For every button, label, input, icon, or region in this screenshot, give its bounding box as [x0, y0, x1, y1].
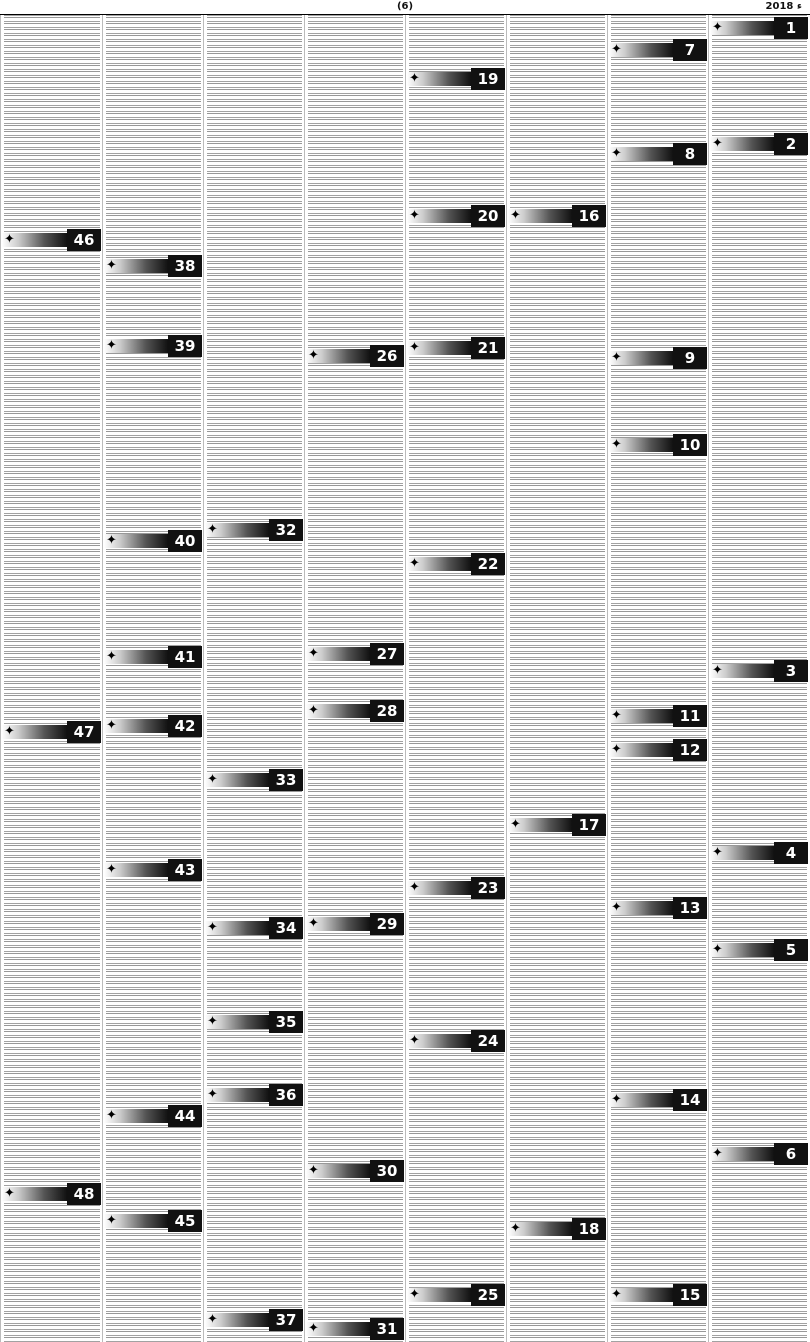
bird-icon: ✦ [510, 817, 521, 832]
section-header-7 [609, 39, 707, 61]
section-header-9 [609, 347, 707, 369]
bird-icon: ✦ [611, 350, 622, 365]
section-header-27 [306, 643, 404, 665]
section-header-18 [508, 1218, 606, 1240]
bird-icon: ✦ [106, 649, 117, 664]
section-header-29 [306, 913, 404, 935]
section-number: 35 [269, 1011, 303, 1033]
section-header-25 [407, 1284, 505, 1306]
section-number: 37 [269, 1309, 303, 1331]
bird-icon: ✦ [308, 703, 319, 718]
section-number: 11 [673, 705, 707, 727]
section-header-2 [710, 133, 808, 155]
bird-icon: ✦ [4, 1186, 15, 1201]
section-number: 2 [774, 133, 808, 155]
section-number: 41 [168, 646, 202, 668]
section-number: 29 [370, 913, 404, 935]
column-2 [607, 15, 709, 1342]
section-number: 12 [673, 739, 707, 761]
section-number: 36 [269, 1084, 303, 1106]
section-header-30 [306, 1160, 404, 1182]
bird-icon: ✦ [308, 1321, 319, 1336]
bird-icon: ✦ [712, 136, 723, 151]
section-header-14 [609, 1089, 707, 1111]
section-header-24 [407, 1030, 505, 1052]
bird-icon: ✦ [611, 1092, 622, 1107]
bird-icon: ✦ [409, 340, 420, 355]
section-number: 32 [269, 519, 303, 541]
section-number: 19 [471, 68, 505, 90]
bird-icon: ✦ [207, 1087, 218, 1102]
section-header-38 [104, 255, 202, 277]
bird-icon: ✦ [712, 663, 723, 678]
section-header-47 [2, 721, 101, 743]
section-number: 21 [471, 337, 505, 359]
section-header-28 [306, 700, 404, 722]
bird-icon: ✦ [106, 1108, 117, 1123]
section-header-32 [205, 519, 303, 541]
bird-icon: ✦ [510, 208, 521, 223]
section-header-45 [104, 1210, 202, 1232]
bird-icon: ✦ [207, 1312, 218, 1327]
section-number: 5 [774, 939, 808, 961]
section-number: 24 [471, 1030, 505, 1052]
bird-icon: ✦ [409, 880, 420, 895]
bird-icon: ✦ [207, 1014, 218, 1029]
section-header-3 [710, 660, 808, 682]
column-5 [304, 15, 406, 1342]
section-header-4 [710, 842, 808, 864]
bird-icon: ✦ [106, 1213, 117, 1228]
section-header-23 [407, 877, 505, 899]
section-number: 26 [370, 345, 404, 367]
section-header-42 [104, 715, 202, 737]
bird-icon: ✦ [409, 71, 420, 86]
bird-icon: ✦ [611, 1287, 622, 1302]
bird-icon: ✦ [712, 20, 723, 35]
bird-icon: ✦ [207, 920, 218, 935]
bird-icon: ✦ [611, 146, 622, 161]
section-number: 39 [168, 335, 202, 357]
section-number: 42 [168, 715, 202, 737]
bird-icon: ✦ [308, 1163, 319, 1178]
section-number: 1 [774, 17, 808, 39]
section-number: 45 [168, 1210, 202, 1232]
section-header-33 [205, 769, 303, 791]
section-header-6 [710, 1143, 808, 1165]
section-header-1 [710, 17, 808, 39]
section-number: 40 [168, 530, 202, 552]
masthead [0, 0, 810, 15]
bird-icon: ✦ [611, 437, 622, 452]
section-number: 10 [673, 434, 707, 456]
section-number: 4 [774, 842, 808, 864]
bird-icon: ✦ [611, 900, 622, 915]
bird-icon: ✦ [4, 232, 15, 247]
bird-icon: ✦ [611, 708, 622, 723]
section-number: 44 [168, 1105, 202, 1127]
section-number: 27 [370, 643, 404, 665]
section-number: 13 [673, 897, 707, 919]
section-number: 47 [67, 721, 101, 743]
bird-icon: ✦ [409, 556, 420, 571]
section-number: 34 [269, 917, 303, 939]
section-number: 28 [370, 700, 404, 722]
section-number: 25 [471, 1284, 505, 1306]
bird-icon: ✦ [207, 522, 218, 537]
bird-icon: ✦ [308, 646, 319, 661]
section-header-31 [306, 1318, 404, 1340]
section-header-44 [104, 1105, 202, 1127]
section-number: 48 [67, 1183, 101, 1205]
section-header-34 [205, 917, 303, 939]
section-header-20 [407, 205, 505, 227]
bird-icon: ✦ [106, 258, 117, 273]
section-number: 3 [774, 660, 808, 682]
section-header-39 [104, 335, 202, 357]
section-header-41 [104, 646, 202, 668]
bird-icon: ✦ [611, 742, 622, 757]
column-7 [102, 15, 204, 1342]
bird-icon: ✦ [308, 916, 319, 931]
bird-icon: ✦ [712, 845, 723, 860]
bird-icon: ✦ [712, 942, 723, 957]
bird-icon: ✦ [409, 208, 420, 223]
section-header-5 [710, 939, 808, 961]
section-header-11 [609, 705, 707, 727]
bird-icon: ✦ [712, 1146, 723, 1161]
section-number: 31 [370, 1318, 404, 1340]
bird-icon: ✦ [106, 533, 117, 548]
bird-icon: ✦ [106, 862, 117, 877]
section-number: 20 [471, 205, 505, 227]
section-header-16 [508, 205, 606, 227]
section-number: 43 [168, 859, 202, 881]
section-number: 18 [572, 1218, 606, 1240]
section-number: 33 [269, 769, 303, 791]
section-number: 30 [370, 1160, 404, 1182]
section-header-40 [104, 530, 202, 552]
section-number: 6 [774, 1143, 808, 1165]
bird-icon: ✦ [106, 718, 117, 733]
section-header-8 [609, 143, 707, 165]
section-number: 17 [572, 814, 606, 836]
bird-icon: ✦ [409, 1033, 420, 1048]
section-number: 38 [168, 255, 202, 277]
section-header-37 [205, 1309, 303, 1331]
column-6 [203, 15, 305, 1342]
section-number: 15 [673, 1284, 707, 1306]
section-number: 22 [471, 553, 505, 575]
section-header-26 [306, 345, 404, 367]
section-header-46 [2, 229, 101, 251]
section-header-10 [609, 434, 707, 456]
column-8 [0, 15, 103, 1342]
bird-icon: ✦ [106, 338, 117, 353]
section-header-15 [609, 1284, 707, 1306]
section-number: 8 [673, 143, 707, 165]
columns [0, 15, 810, 1342]
section-header-17 [508, 814, 606, 836]
bird-icon: ✦ [308, 348, 319, 363]
bird-icon: ✦ [207, 772, 218, 787]
issue-date: 2018 ء [765, 1, 802, 12]
section-header-36 [205, 1084, 303, 1106]
section-header-22 [407, 553, 505, 575]
section-number: 16 [572, 205, 606, 227]
section-header-48 [2, 1183, 101, 1205]
bird-icon: ✦ [611, 42, 622, 57]
section-header-13 [609, 897, 707, 919]
section-number: 7 [673, 39, 707, 61]
bird-icon: ✦ [409, 1287, 420, 1302]
page-number: (6) [396, 1, 414, 12]
section-header-12 [609, 739, 707, 761]
section-number: 14 [673, 1089, 707, 1111]
section-header-43 [104, 859, 202, 881]
section-number: 46 [67, 229, 101, 251]
section-header-35 [205, 1011, 303, 1033]
section-number: 23 [471, 877, 505, 899]
section-header-21 [407, 337, 505, 359]
section-header-19 [407, 68, 505, 90]
bird-icon: ✦ [510, 1221, 521, 1236]
bird-icon: ✦ [4, 724, 15, 739]
section-number: 9 [673, 347, 707, 369]
